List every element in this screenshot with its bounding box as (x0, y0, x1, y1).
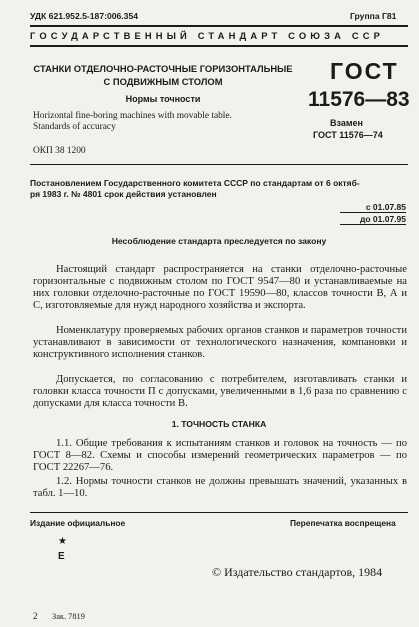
title-subtitle: Нормы точности (125, 94, 201, 104)
standard-banner: ГОСУДАРСТВЕННЫЙ СТАНДАРТ СОЮЗА ССР (30, 30, 385, 41)
valid-to: до 01.07.95 (359, 214, 406, 224)
gost-number: 11576—83 (308, 88, 410, 111)
replaces-gost: ГОСТ 11576—74 (313, 130, 383, 140)
okp-code: ОКП 38 1200 (33, 146, 86, 156)
footer-rule (30, 512, 408, 513)
decree-line-2: ря 1983 г. № 4801 срок действия установлен (30, 189, 217, 199)
paragraph-1-1: 1.1. Общие требования к испытаниям станков и головок на точность — по ГОСТ 8—82. Схемы и способы измерений геометрических параметров — по ГОСТ 22267—76. (33, 438, 407, 474)
star-icon: ★ (58, 536, 67, 547)
page-number: 2 (33, 611, 38, 621)
valid-from-underline (340, 212, 406, 213)
quality-mark-e: E (58, 551, 65, 562)
paragraph-1-2: 1.2. Нормы точности станков не должны превышать значений, указанных в табл. 1—10. (33, 476, 407, 500)
law-warning: Несоблюдение стандарта преследуется по закону (111, 236, 327, 246)
order-number: Зак. 7819 (52, 612, 85, 621)
title-rule (30, 164, 408, 165)
title-english-1: Horizontal fine-boring machines with movable table. (33, 111, 232, 121)
title-line-2: С ПОДВИЖНЫМ СТОЛОМ (103, 76, 223, 87)
paragraph-scope: Настоящий стандарт распространяется на станки отделочно-расточные горизонтальные с подвижным столом по ГОСТ 9547—80 и устанавливаемые на них головки отделочно-расточные по ГОСТ 19590—80, классов точности В, А и С, изготовляемые для нужд народного хозяйства и экспорта. (33, 264, 407, 312)
group-code: Группа Г81 (350, 11, 397, 21)
decree-line-1: Постановлением Государственного комитета СССР по стандартам от 6 октяб- (30, 178, 360, 188)
title-line-1: СТАНКИ ОТДЕЛОЧНО-РАСТОЧНЫЕ ГОРИЗОНТАЛЬНЫЕ (33, 63, 293, 74)
copyright: © Издательство стандартов, 1984 (212, 565, 383, 579)
valid-to-underline (340, 224, 406, 225)
official-edition: Издание официальное (30, 518, 126, 528)
paragraph-nomenclature: Номенклатуру проверяемых рабочих органов станков и параметров точности устанавливают в зависимости от технологического назначения, компановки и конструктивного исполнения станков. (33, 325, 407, 361)
udk-code: УДК 621.952.5-187:006.354 (30, 11, 139, 21)
paragraph-tolerances: Допускается, по согласованию с потребителем, изготавливать станки и головки класса точности П с допусками, увеличенными в 1,6 раза по сравнению с допусками для класса точности В. (33, 374, 407, 410)
title-english-2: Standards of accuracy (33, 122, 116, 132)
section-title: 1. ТОЧНОСТЬ СТАНКА (171, 419, 267, 429)
replaces-label: Взамен (330, 118, 363, 128)
reprint-forbidden: Перепечатка воспрещена (290, 518, 396, 528)
valid-from: с 01.07.85 (365, 202, 406, 212)
gost-label: ГОСТ (330, 58, 399, 84)
banner-rule (30, 45, 408, 47)
top-rule (30, 25, 408, 27)
